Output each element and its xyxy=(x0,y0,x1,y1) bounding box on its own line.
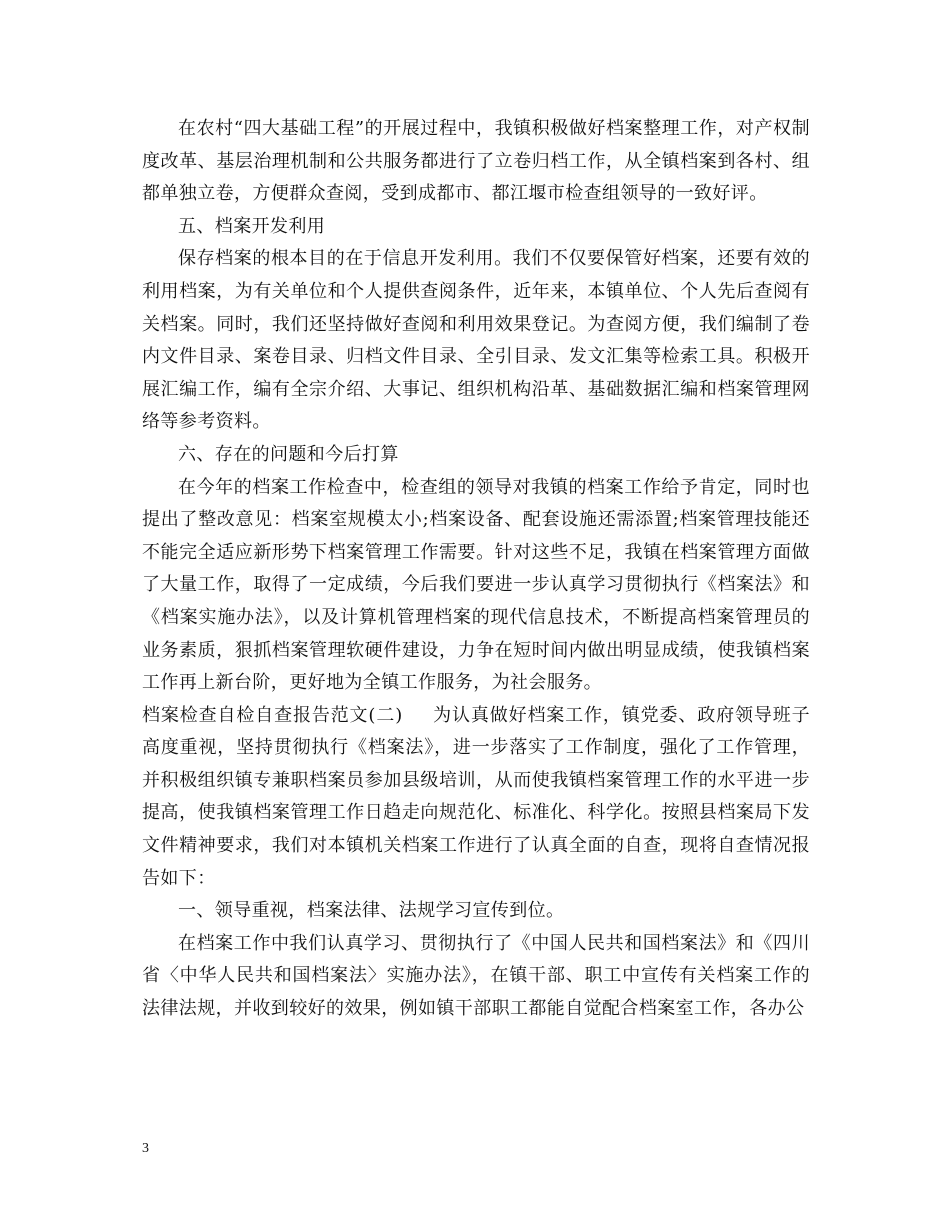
heading-archive-utilization: 五、档案开发利用 xyxy=(178,215,326,237)
paragraph-problems-plans: 在今年的档案工作检查中，检查组的领导对我镇的档案工作给予肯定，同时也提出了整改意见：档案室规模太小;档案设备、配套设施还需添置;档案管理技能还不能完全适应新形势下档案管理工作需要。针对这些不足，我镇在档案管理方面做了大量工作，取得了一定成绩，今后我们要进一步认真学习贯彻执行《档案法》和《档案实施办法》，以及计算机管理档案的现代信息技术，不断提高档案管理员的业务素质，狠抓档案管理软硬件建设，力争在短时间内做出明显成绩，使我镇档案工作再上新台阶，更好地为全镇工作服务，为社会服务。 xyxy=(142,476,810,694)
section-intro: 为认真做好档案工作，镇党委、政府领导班子高度重视，坚持贯彻执行《档案法》，进一步落实了工作制度，强化了工作管理，并积极组织镇专兼职档案员参加县级培训，从而使我镇档案管理工作的水平进一步提高，使我镇档案管理工作日趋走向规范化、标准化、科学化。按照县档案局下发文件精神要求，我们对本镇机关档案工作进行了认真全面的自查，现将自查情况报告如下： xyxy=(142,704,811,889)
paragraph-rural-projects: 在农村“四大基础工程”的开展过程中，我镇积极做好档案整理工作，对产权制度改革、基层治理机制和公共服务都进行了立卷归档工作，从全镇档案到各村、组都单独立卷，方便群众查阅，受到成都市、都江堰市检查组领导的一致好评。 xyxy=(142,118,810,205)
section-title: 档案检查自检自查报告范文(二) xyxy=(142,704,403,726)
page-number: 3 xyxy=(142,1141,149,1156)
paragraph-law-study: 在档案工作中我们认真学习、贯彻执行了《中国人民共和国档案法》和《四川省〈中华人民共和国档案法〉实施办法》，在镇干部、职工中宣传有关档案工作的法律法规，并收到较好的效果，例如镇干部职工都能自觉配合档案室工作，各办公 xyxy=(142,932,810,1020)
paragraph-section-two xyxy=(142,700,810,896)
heading-leadership: 一、领导重视，档案法律、法规学习宣传到位。 xyxy=(178,900,565,922)
paragraph-archive-utilization: 保存档案的根本目的在于信息开发利用。我们不仅要保管好档案，还要有效的利用档案，为有关单位和个人提供查阅条件，近年来，本镇单位、个人先后查阅有关档案。同时，我们还坚持做好查阅和利用效果登记。为查阅方便，我们编制了卷内文件目录、案卷目录、归档文件目录、全引目录、发文汇集等检索工具。积极开展汇编工作，编有全宗介绍、大事记、组织机构沿革、基础数据汇编和档案管理网络等参考资料。 xyxy=(142,248,810,433)
heading-problems-plans: 六、存在的问题和今后打算 xyxy=(178,443,399,465)
document-body xyxy=(142,113,810,1026)
